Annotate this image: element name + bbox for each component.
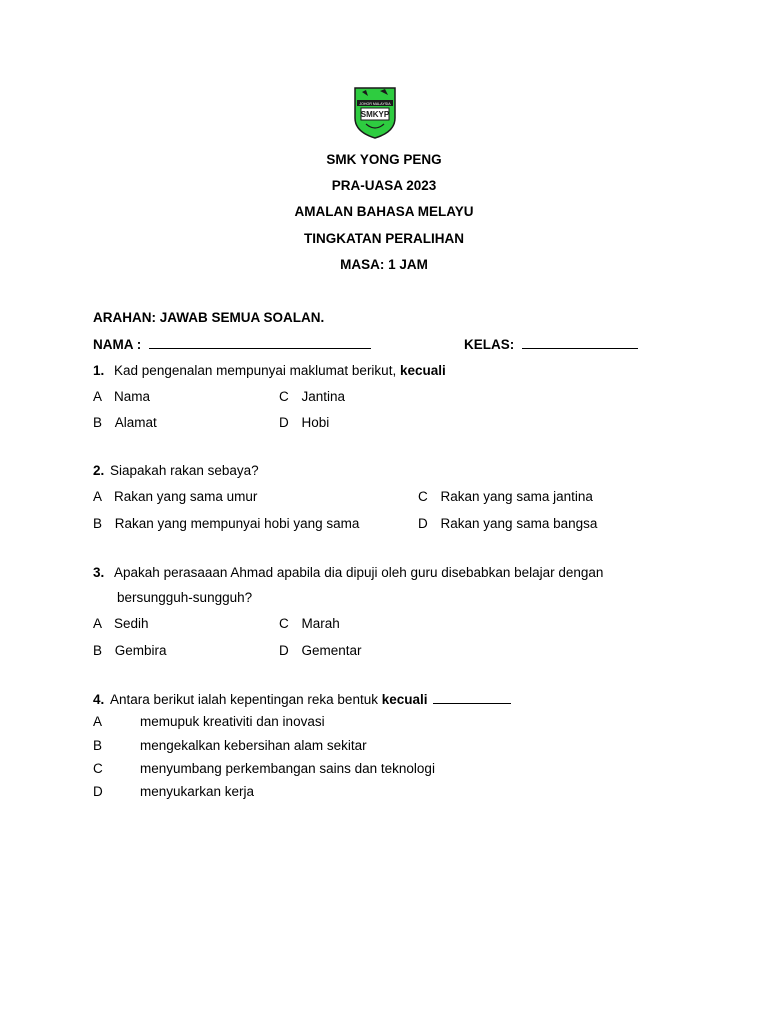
option-text: Rakan yang sama bangsa [440,516,598,531]
option-b[interactable] [93,516,359,531]
option-text[interactable]: mengekalkan kebersihan alam sekitar [140,738,367,753]
question-2 [93,463,259,478]
option-letter: D [279,643,289,658]
option-letter: C [279,389,289,404]
class-label: KELAS: [464,337,515,352]
option-d[interactable] [279,415,329,430]
option-text: Marah [301,616,340,631]
option-letter: A [93,389,102,404]
option-text: Nama [114,389,151,404]
option-text: Gementar [301,643,362,658]
option-letter: B [93,643,103,658]
school-logo [352,86,398,140]
question-emphasis: kecuali [399,363,446,378]
option-text: Rakan yang sama jantina [440,489,593,504]
option-c[interactable] [93,761,103,776]
option-d[interactable] [93,784,103,799]
question-text-line-1: Apakah perasaaan Ahmad apabila dia dipuji oleh guru disebabkan belajar dengan [114,565,604,580]
question-text: Siapakah rakan sebaya? [110,463,259,478]
option-letter: B [93,516,103,531]
option-text: Alamat [114,415,157,430]
name-label: NAMA : [93,337,142,352]
question-text: Kad pengenalan mempunyai maklumat berikut, [114,363,397,378]
option-c[interactable] [279,389,345,404]
option-b[interactable] [93,415,157,430]
question-number: 3. [93,565,105,580]
option-text: Gembira [114,643,167,658]
exam-title: PRA-UASA 2023 [331,178,437,193]
question-4 [93,691,511,707]
option-letter: D [279,415,289,430]
name-field [93,336,371,352]
option-c[interactable] [418,489,593,504]
option-d[interactable] [279,643,362,658]
option-text: Hobi [301,415,330,430]
option-text[interactable]: menyumbang perkembangan sains dan teknologi [140,761,435,776]
option-a[interactable] [93,489,257,504]
option-text: Sedih [114,616,149,631]
question-1 [93,363,446,378]
question-number: 1. [93,363,105,378]
name-blank-line[interactable] [149,336,371,349]
duration: MASA: 1 JAM [340,257,428,272]
option-text[interactable]: menyukarkan kerja [140,784,255,799]
option-a[interactable] [93,714,102,729]
option-b[interactable] [93,643,167,658]
option-a[interactable] [93,389,150,404]
option-c[interactable] [279,616,340,631]
option-letter: B [93,415,103,430]
subject-title: AMALAN BAHASA MELAYU [294,204,474,219]
question-number: 2. [93,463,105,478]
option-letter: A [93,616,102,631]
question-text: Antara berikut ialah kepentingan reka bentuk [110,692,378,707]
option-text: Jantina [301,389,346,404]
option-letter: A [93,714,103,729]
option-a[interactable] [93,616,149,631]
option-letter: B [93,738,103,753]
level-title: TINGKATAN PERALIHAN [304,231,464,246]
instructions: ARAHAN: JAWAB SEMUA SOALAN. [93,310,325,325]
class-field [464,336,638,352]
option-d[interactable] [418,516,597,531]
question-emphasis: kecuali [381,692,428,707]
option-letter: D [418,516,428,531]
logo-text: SMKYP [360,110,390,119]
question-number: 4. [93,692,105,707]
class-blank-line[interactable] [522,336,638,349]
answer-blank-line[interactable] [433,691,511,704]
question-3 [93,565,603,580]
option-text: Rakan yang mempunyai hobi yang sama [114,516,360,531]
option-letter: C [418,489,428,504]
option-letter: D [93,784,103,799]
option-text[interactable]: memupuk kreativiti dan inovasi [140,714,325,729]
option-letter: C [93,761,103,776]
option-b[interactable] [93,738,102,753]
option-text: Rakan yang sama umur [114,489,258,504]
option-letter: A [93,489,102,504]
option-letter: C [279,616,289,631]
question-text-line-2: bersungguh-sungguh? [117,590,253,605]
logo-banner: JOHOR MALAYSIA [359,102,391,106]
school-name: SMK YONG PENG [326,152,442,167]
